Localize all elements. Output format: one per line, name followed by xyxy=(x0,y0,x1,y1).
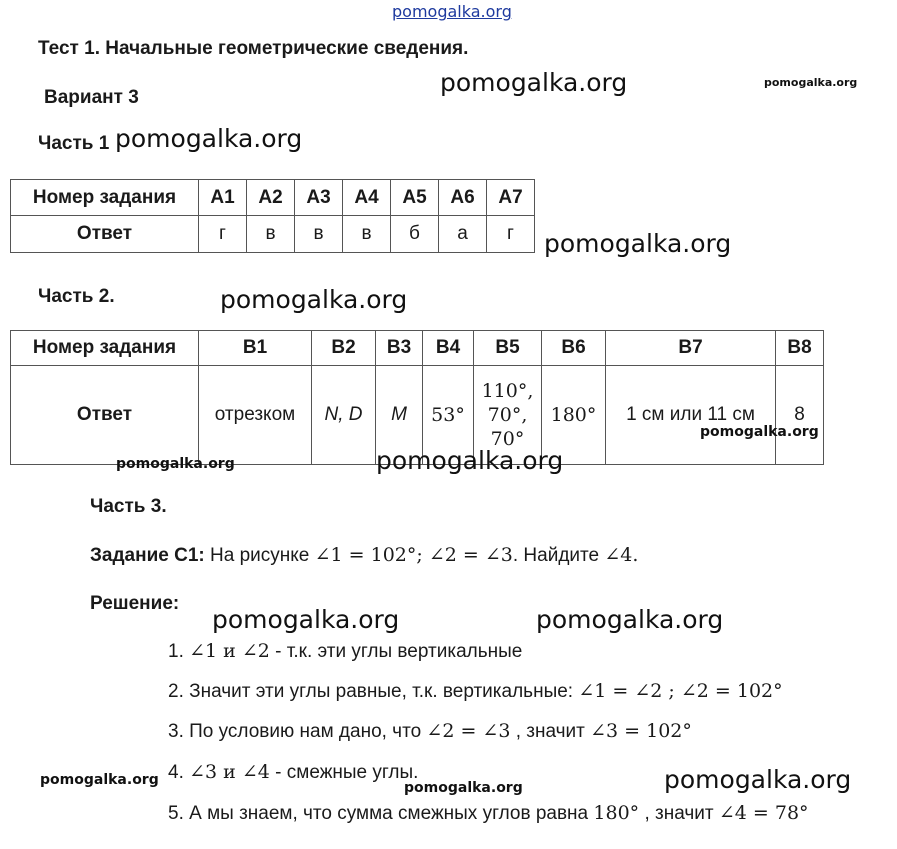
step-math: ∠1 = ∠2 ; ∠2 = 102° xyxy=(578,680,783,702)
task-c1-text: . Найдите xyxy=(512,545,605,566)
step-math: ∠3 = 102° xyxy=(590,720,692,742)
part2-task: B4 xyxy=(423,331,474,366)
part1-answer: г xyxy=(199,216,247,253)
part1-task: A6 xyxy=(439,180,487,216)
watermark: pomogalka.org xyxy=(664,765,852,794)
step-number: 4. xyxy=(168,762,190,783)
solution-step-1 xyxy=(168,640,522,663)
part2-answer-b6: 180° xyxy=(542,366,606,465)
watermark-top: pomogalka.org xyxy=(392,2,512,21)
step-math: ∠1 и ∠2 xyxy=(189,640,270,662)
part2-answer-b2: N, D xyxy=(312,366,376,465)
task-c1-math: ∠1 = 102°; ∠2 = ∠3 xyxy=(314,544,513,566)
part1-task: A4 xyxy=(343,180,391,216)
part1-task: A5 xyxy=(391,180,439,216)
part1-answer: в xyxy=(295,216,343,253)
step-text: - т.к. эти углы вертикальные xyxy=(269,641,523,662)
watermark: pomogalka.org xyxy=(212,605,400,634)
part1-answer: б xyxy=(391,216,439,253)
task-c1 xyxy=(90,544,638,567)
step-text: 2. Значит эти углы равные, т.к. вертикальные: xyxy=(168,681,579,702)
part2-answer-b8: 8 xyxy=(776,366,824,465)
part1-task: A3 xyxy=(295,180,343,216)
part2-table xyxy=(10,330,824,465)
solution-step-3 xyxy=(168,720,692,743)
part2-answer-b1: отрезком xyxy=(199,366,312,465)
step-number: 1. xyxy=(168,641,190,662)
part2-task: B7 xyxy=(606,331,776,366)
part2-task: B1 xyxy=(199,331,312,366)
part1-answer-header: Ответ xyxy=(11,216,199,253)
watermark: pomogalka.org xyxy=(536,605,724,634)
part2-answer-header: Ответ xyxy=(11,366,199,465)
b5-line: 70°, xyxy=(487,404,528,426)
part2-task: B8 xyxy=(776,331,824,366)
part1-task: A2 xyxy=(247,180,295,216)
part1-answer: в xyxy=(343,216,391,253)
part1-task: A1 xyxy=(199,180,247,216)
watermark: pomogalka.org xyxy=(440,68,628,97)
part3-heading: Часть 3. xyxy=(90,496,167,517)
variant-label: Вариант 3 xyxy=(44,87,139,108)
watermark: pomogalka.org xyxy=(376,446,564,475)
watermark: pomogalka.org xyxy=(115,124,303,153)
task-c1-label: Задание С1: xyxy=(90,545,205,566)
b5-line: 110°, xyxy=(481,380,534,402)
watermark: pomogalka.org xyxy=(40,772,159,788)
part2-answer-b3: M xyxy=(376,366,423,465)
solution-step-2 xyxy=(168,680,783,703)
watermark: pomogalka.org xyxy=(544,229,732,258)
watermark: pomogalka.org xyxy=(700,424,819,440)
step-math: ∠2 = ∠3 xyxy=(426,720,511,742)
part1-task: A7 xyxy=(487,180,535,216)
part2-task: B2 xyxy=(312,331,376,366)
part2-task-header: Номер задания xyxy=(11,331,199,366)
part1-heading: Часть 1 xyxy=(38,133,110,154)
part1-answer: а xyxy=(439,216,487,253)
part1-answer: в xyxy=(247,216,295,253)
watermark: pomogalka.org xyxy=(220,285,408,314)
part1-table xyxy=(10,179,535,253)
step-text: - смежные углы. xyxy=(269,762,419,783)
solution-label: Решение: xyxy=(90,593,180,614)
watermark: pomogalka.org xyxy=(404,780,523,796)
part2-answer-b7: 1 см или 11 см xyxy=(606,366,776,465)
step-text: 5. А мы знаем, что сумма смежных углов равна xyxy=(168,803,594,824)
step-text: 3. По условию нам дано, что xyxy=(168,721,427,742)
part2-task: B3 xyxy=(376,331,423,366)
step-text: , значит xyxy=(510,721,591,742)
part1-task-header: Номер задания xyxy=(11,180,199,216)
part2-task: B6 xyxy=(542,331,606,366)
step-math: ∠4 = 78° xyxy=(718,802,809,824)
step-math: ∠3 и ∠4 xyxy=(189,761,270,783)
step-text: , значит xyxy=(639,803,719,824)
part1-answer: г xyxy=(487,216,535,253)
watermark: pomogalka.org xyxy=(116,456,235,472)
watermark: pomogalka.org xyxy=(764,76,858,89)
solution-step-5 xyxy=(168,802,809,825)
solution-step-4 xyxy=(168,761,418,784)
part2-heading: Часть 2. xyxy=(38,286,115,307)
test-title: Тест 1. Начальные геометрические сведения. xyxy=(38,38,469,59)
task-c1-text: На рисунке xyxy=(210,545,315,566)
b5-line: 70° xyxy=(490,428,525,450)
step-math: 180° xyxy=(593,802,640,824)
task-c1-math: ∠4. xyxy=(604,544,639,566)
part2-task: B5 xyxy=(474,331,542,366)
part2-answer-b4: 53° xyxy=(423,366,474,465)
